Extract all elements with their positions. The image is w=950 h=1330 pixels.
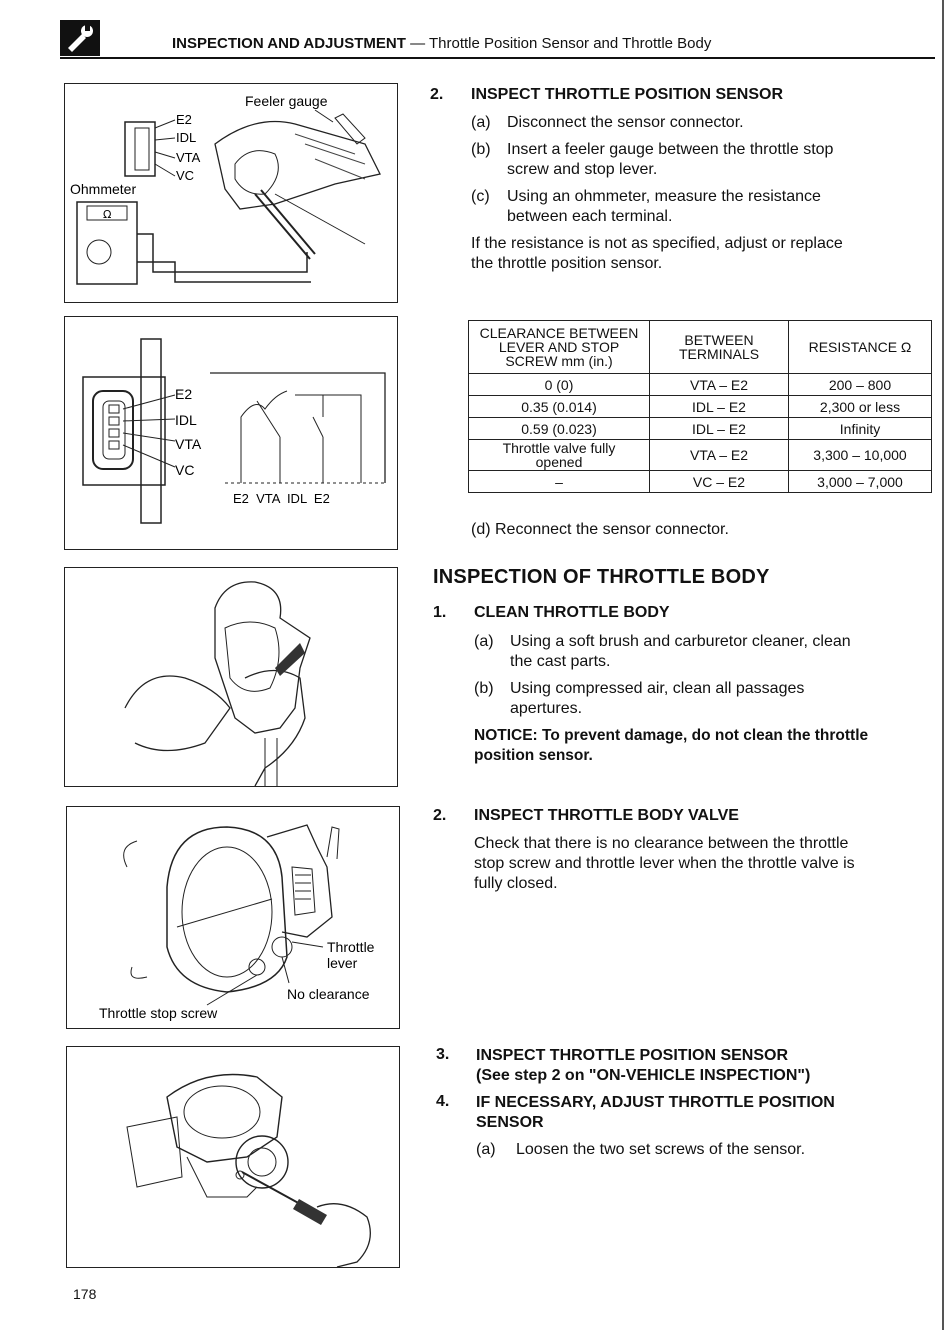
step-number: 2. (430, 86, 444, 103)
label-ohmmeter: Ohmmeter (70, 181, 137, 197)
step-title: CLEAN THROTTLE BODY (474, 604, 670, 621)
label-vc: VC (175, 462, 195, 478)
table-row: 0 (0) VTA – E2 200 – 800 (469, 374, 932, 396)
label-e2: E2 (176, 112, 192, 127)
step-item-a: (a) Loosen the two set screws of the sensor. (476, 1141, 806, 1158)
step-title: IF NECESSARY, ADJUST THROTTLE POSITION SENSOR (476, 1094, 835, 1131)
label-feeler-gauge: Feeler gauge (245, 93, 328, 109)
label-terminals: E2 VTA IDL E2 (233, 491, 330, 506)
step-title: INSPECT THROTTLE POSITION SENSOR (471, 86, 784, 103)
figure-throttle-valve (66, 806, 400, 1029)
col-header-terminals: BETWEEN TERMINALS (650, 321, 789, 374)
step-number: 4. (436, 1093, 450, 1110)
table-row: 0.59 (0.023) IDL – E2 Infinity (469, 418, 932, 440)
label-throttle-lever: Throttle (327, 939, 375, 955)
label-vc: VC (176, 168, 195, 183)
step-item-a: (a) Using a soft brush and carburetor cleaner, clean the cast parts. (474, 633, 851, 670)
col-header-clearance: CLEARANCE BETWEEN LEVER AND STOP SCREW mm (in.) (469, 321, 650, 374)
step-note: If the resistance is not as specified, adjust or replace the throttle position sensor. (471, 235, 843, 272)
table-row: 0.35 (0.014) IDL – E2 2,300 or less (469, 396, 932, 418)
figure-ohmmeter (64, 83, 398, 303)
label-e2: E2 (175, 386, 193, 402)
page-header: INSPECTION AND ADJUSTMENT — Throttle Position Sensor and Throttle Body (172, 35, 712, 52)
table-row: Throttle valve fully opened VTA – E2 3,300 – 10,000 (469, 440, 932, 471)
step-title: INSPECT THROTTLE BODY VALVE (474, 807, 739, 824)
label-throttle-lever-2: lever (327, 955, 358, 971)
notice: NOTICE: To prevent damage, do not clean the throttle position sensor. (474, 727, 869, 764)
step-number: 2. (433, 807, 447, 824)
wrench-icon (60, 20, 100, 56)
step-number: 3. (436, 1046, 450, 1063)
figure-sensor-wiring (64, 316, 398, 550)
table-row: – VC – E2 3,000 – 7,000 (469, 471, 932, 493)
step-item-a: (a) Disconnect the sensor connector. (471, 114, 744, 131)
header-rule (60, 57, 935, 59)
resistance-table (468, 320, 932, 493)
section-title: INSPECTION OF THROTTLE BODY (433, 566, 770, 588)
label-vta: VTA (175, 436, 202, 452)
step-item-b: (b) Using compressed air, clean all passages apertures. (474, 680, 805, 717)
step-title: INSPECT THROTTLE POSITION SENSOR (See step 2 on "ON-VEHICLE INSPECTION") (476, 1047, 811, 1084)
label-stop-screw: Throttle stop screw (99, 1005, 218, 1021)
step-item-b: (b) Insert a feeler gauge between the throttle stop screw and stop lever. (471, 141, 834, 178)
omega-symbol: Ω (103, 208, 112, 221)
figure-adjust-sensor (66, 1046, 400, 1268)
step-item-c: (c) Using an ohmmeter, measure the resistance between each terminal. (471, 188, 821, 225)
page-edge (942, 0, 944, 1330)
label-idl: IDL (176, 130, 197, 145)
step-text: Check that there is no clearance between the throttle stop screw and throttle lever when the throttle valve is fully closed. (474, 835, 855, 892)
step-item-d: (d) Reconnect the sensor connector. (471, 521, 729, 538)
page-number: 178 (73, 1286, 97, 1302)
step-number: 1. (433, 604, 447, 621)
label-no-clearance: No clearance (287, 986, 370, 1002)
figure-cleaning (64, 567, 398, 787)
label-idl: IDL (175, 412, 197, 428)
col-header-resistance: RESISTANCE Ω (789, 321, 932, 374)
label-vta: VTA (176, 150, 201, 165)
